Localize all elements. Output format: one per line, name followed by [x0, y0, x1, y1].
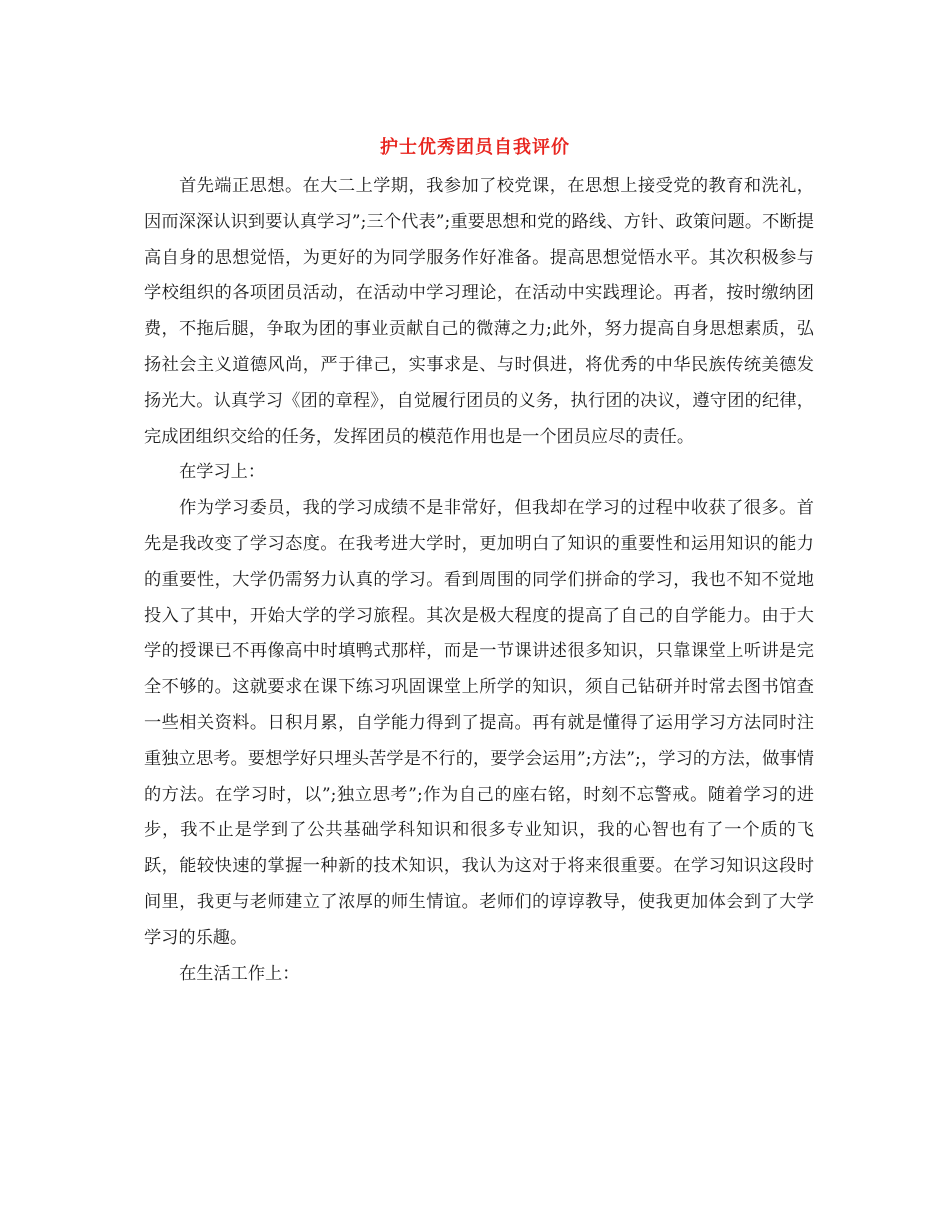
section-heading-life-work: 在生活工作上： [179, 963, 300, 984]
document-body [144, 169, 814, 992]
section-heading-study: 在学习上： [179, 462, 266, 483]
document-title: 护士优秀团员自我评价 [380, 137, 570, 158]
paragraph-study: 作为学习委员，我的学习成绩不是非常好，但我却在学习的过程中收获了很多。首先是我改变了学习态度。在我考进大学时，更加明白了知识的重要性和运用知识的能力的重要性，大学仍需努力认真的学习。看到周围的同学们拼命的学习，我也不知不觉地投入了其中，开始大学的学习旅程。其次是极大程度的提高了自己的自学能力。由于大学的授课已不再像高中时填鸭式那样，而是一节课讲述很多知识，只靠课堂上听讲是完全不够的。这就要求在课下练习巩固课堂上所学的知识，须自己钻研并时常去图书馆查一些相关资料。日积月累，自学能力得到了提高。再有就是懂得了运用学习方法同时注重独立思考。要想学好只埋头苦学是不行的，要学会运用”;方法”;，学习的方法，做事情的方法。在学习时，以”;独立思考”;作为自己的座右铭，时刻不忘警戒。随着学习的进步，我不止是学到了公共基础学科知识和很多专业知识，我的心智也有了一个质的飞跃，能较快速的掌握一种新的技术知识，我认为这对于将来很重要。在学习知识这段时间里，我更与老师建立了浓厚的师生情谊。老师们的谆谆教导，使我更加体会到了大学学习的乐趣。 [144, 498, 814, 948]
paragraph-ideology: 首先端正思想。在大二上学期，我参加了校党课，在思想上接受党的教育和洗礼，因而深深认识到要认真学习”;三个代表”;重要思想和党的路线、方针、政策问题。不断提高自身的思想觉悟，为更好的为同学服务作好准备。提高思想觉悟水平。其次积极参与学校组织的各项团员活动，在活动中学习理论，在活动中实践理论。再者，按时缴纳团费，不拖后腿，争取为团的事业贡献自己的微薄之力;此外，努力提高自身思想素质，弘扬社会主义道德风尚，严于律己，实事求是、与时俱进，将优秀的中华民族传统美德发扬光大。认真学习《团的章程》，自觉履行团员的义务，执行团的决议，遵守团的纪律，完成团组织交给的任务，发挥团员的模范作用也是一个团员应尽的责任。 [144, 176, 814, 447]
